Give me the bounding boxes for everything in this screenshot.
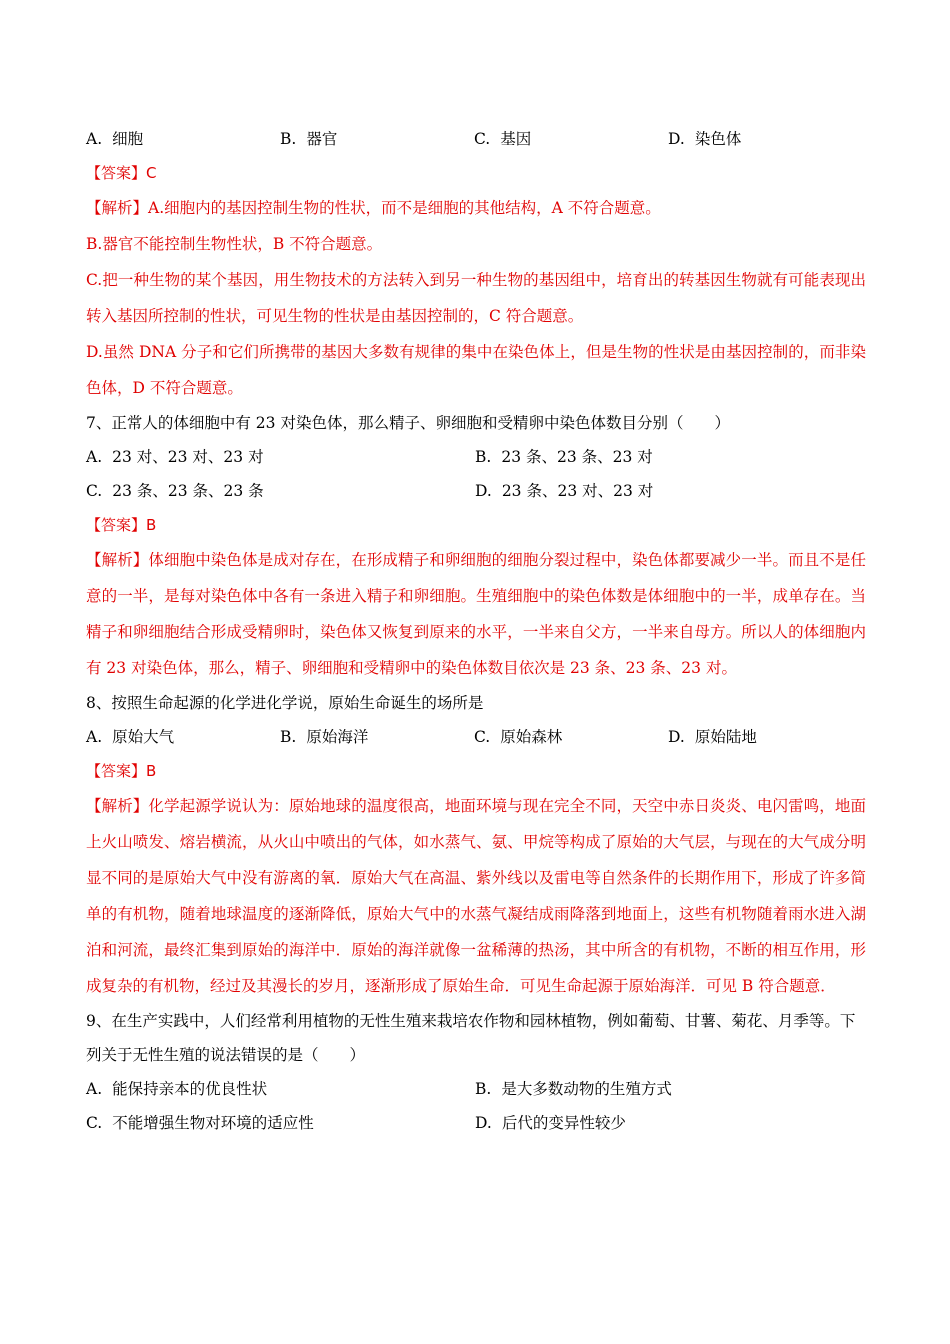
q9-option-b: B. 是大多数动物的生殖方式 xyxy=(475,1080,672,1098)
q8-option-c: C. 原始森林 xyxy=(474,728,563,746)
page-content xyxy=(86,122,866,1140)
q7-option-d: D. 23 条、23 对、23 对 xyxy=(475,482,654,500)
q6-explanation-c: C.把一种生物的某个基因，用生物技术的方法转入到另一种生物的基因组中，培育出的转基因生物就有可能表现出转入基因所控制的性状，可见生物的性状是由基因控制的，C 符合题意。 xyxy=(86,271,866,325)
q9-options-row1 xyxy=(86,1072,866,1106)
q7-answer: 【答案】B xyxy=(86,516,157,534)
q7-options-row2 xyxy=(86,474,866,508)
q6-answer: 【答案】C xyxy=(86,164,157,182)
q6-options xyxy=(86,122,866,156)
q9-option-d: D. 后代的变异性较少 xyxy=(475,1114,626,1132)
q9-option-a: A. 能保持亲本的优良性状 xyxy=(86,1080,268,1098)
q9-question: 9、在生产实践中，人们经常利用植物的无性生殖来栽培农作物和园林植物，例如葡萄、甘薯、菊花、月季等。下列关于无性生殖的说法错误的是（ ） xyxy=(86,1012,856,1064)
q7-option-a: A. 23 对、23 对、23 对 xyxy=(86,448,264,466)
q8-option-b: B. 原始海洋 xyxy=(280,728,369,746)
q6-explanation-d: D.虽然 DNA 分子和它们所携带的基因大多数有规律的集中在染色体上，但是生物的性状是由基因控制的，而非染色体，D 不符合题意。 xyxy=(86,343,866,397)
q7-option-c: C. 23 条、23 条、23 条 xyxy=(86,482,264,500)
q6-option-c: C. 基因 xyxy=(474,130,532,148)
q8-option-a: A. 原始大气 xyxy=(86,728,175,746)
q6-explanation-a: 【解析】A.细胞内的基因控制生物的性状，而不是细胞的其他结构，A 不符合题意。 xyxy=(86,199,661,217)
q8-explanation: 【解析】化学起源学说认为：原始地球的温度很高，地面环境与现在完全不同，天空中赤日炎炎、电闪雷鸣，地面上火山喷发、熔岩横流，从火山中喷出的气体，如水蒸气、氨、甲烷等构成了原始的大气层，与现在的大气成分明显不同的是原始大气中没有游离的氧．原始大气在高温、紫外线以及雷电等自然条件的长期作用下，形成了许多简单的有机物，随着地球温度的逐渐降低，原始大气中的水蒸气凝结成雨降落到地面上，这些有机物随着雨水进入湖泊和河流，最终汇集到原始的海洋中．原始的海洋就像一盆稀薄的热汤，其中所含的有机物，不断的相互作用，形成复杂的有机物，经过及其漫长的岁月，逐渐形成了原始生命．可见生命起源于原始海洋．可见 B 符合题意． xyxy=(86,797,866,995)
q6-option-d: D. 染色体 xyxy=(668,130,742,148)
q8-question: 8、按照生命起源的化学进化学说，原始生命诞生的场所是 xyxy=(86,694,484,712)
q7-options-row1 xyxy=(86,440,866,474)
q9-option-c: C. 不能增强生物对环境的适应性 xyxy=(86,1114,314,1132)
q6-explanation-b: B.器官不能控制生物性状，B 不符合题意。 xyxy=(86,235,383,253)
q7-explanation: 【解析】体细胞中染色体是成对存在，在形成精子和卵细胞的细胞分裂过程中，染色体都要减少一半。而且不是任意的一半，是每对染色体中各有一条进入精子和卵细胞。生殖细胞中的染色体数是体细胞中的一半，成单存在。当精子和卵细胞结合形成受精卵时，染色体又恢复到原来的水平，一半来自父方，一半来自母方。所以人的体细胞内有 23 对染色体，那么，精子、卵细胞和受精卵中的染色体数目依次是 23 条、23 条、23 对。 xyxy=(86,551,866,677)
q8-answer: 【答案】B xyxy=(86,762,157,780)
q9-options-row2 xyxy=(86,1106,866,1140)
q7-option-b: B. 23 条、23 条、23 对 xyxy=(475,448,653,466)
q8-option-d: D. 原始陆地 xyxy=(668,728,757,746)
q6-option-a: A. 细胞 xyxy=(86,130,144,148)
q8-options xyxy=(86,720,866,754)
q6-option-b: B. 器官 xyxy=(280,130,338,148)
q7-question: 7、正常人的体细胞中有 23 对染色体，那么精子、卵细胞和受精卵中染色体数目分别（ ） xyxy=(86,414,730,432)
